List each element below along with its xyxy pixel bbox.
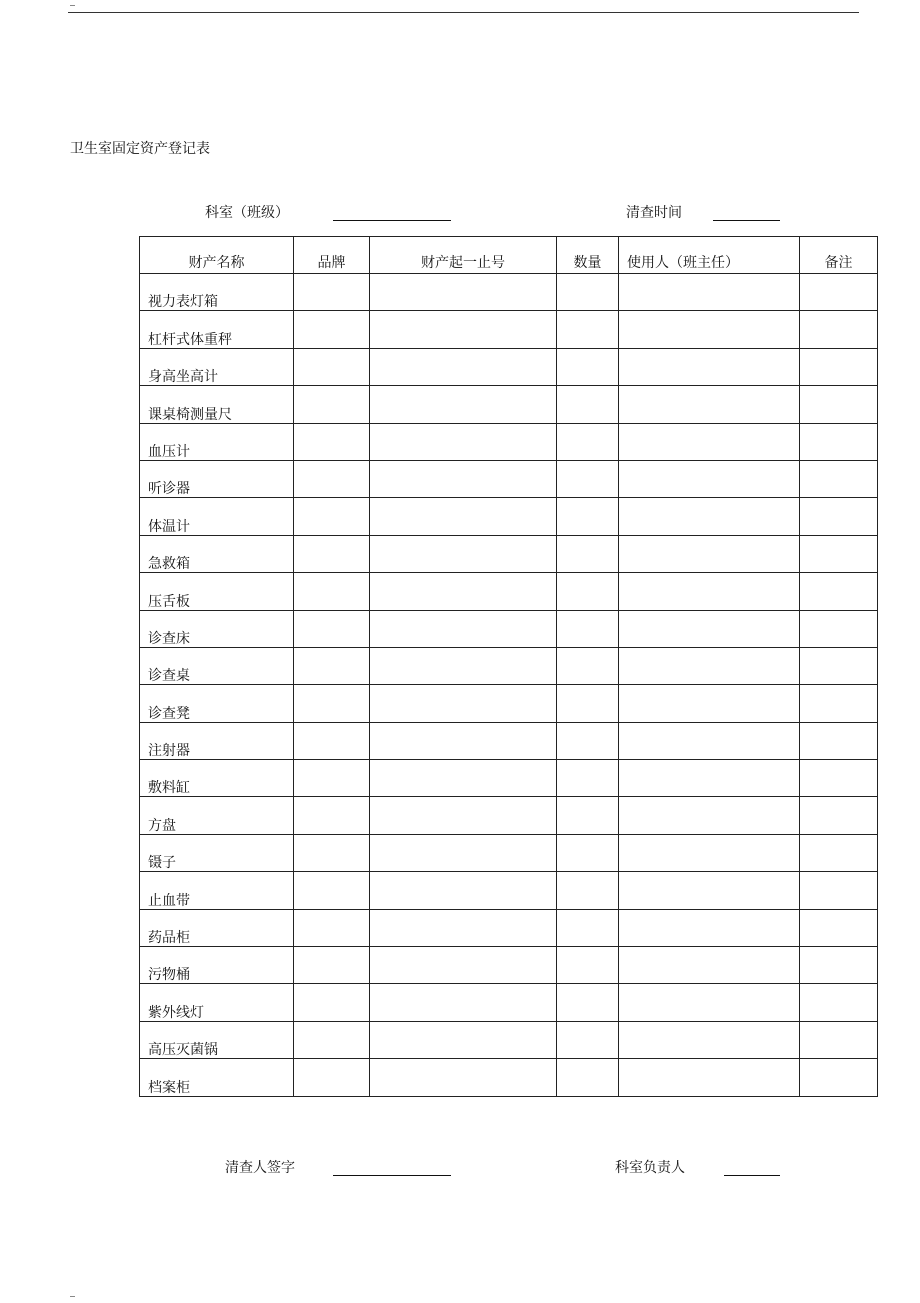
quantity-cell[interactable] <box>557 984 619 1021</box>
remarks-cell[interactable] <box>800 610 878 647</box>
quantity-cell[interactable] <box>557 797 619 834</box>
quantity-cell[interactable] <box>557 872 619 909</box>
user-cell[interactable] <box>619 797 800 834</box>
asset-name-cell: 污物桶 <box>140 947 294 984</box>
brand-cell[interactable] <box>294 423 370 460</box>
inspector-signature-label: 清查人签字 <box>225 1160 295 1176</box>
asset-name-cell: 血压计 <box>140 423 294 460</box>
table-row <box>140 685 878 722</box>
serial-range-cell[interactable] <box>370 1059 557 1096</box>
document-title: 卫生室固定资产登记表 <box>70 141 210 157</box>
table-row <box>140 872 878 909</box>
quantity-cell[interactable] <box>557 610 619 647</box>
table-row <box>140 947 878 984</box>
column-header-asset-name: 财产名称 <box>140 237 294 274</box>
remarks-cell[interactable] <box>800 311 878 348</box>
table-row <box>140 460 878 497</box>
inspector-signature-line[interactable] <box>333 1175 451 1176</box>
serial-range-cell[interactable] <box>370 610 557 647</box>
user-cell[interactable] <box>619 1021 800 1058</box>
remarks-cell[interactable] <box>800 834 878 871</box>
table-row <box>140 535 878 572</box>
remarks-cell[interactable] <box>800 872 878 909</box>
user-cell[interactable] <box>619 834 800 871</box>
table-row <box>140 722 878 759</box>
table-row <box>140 274 878 311</box>
remarks-cell[interactable] <box>800 348 878 385</box>
brand-cell[interactable] <box>294 947 370 984</box>
brand-cell[interactable] <box>294 722 370 759</box>
department-input-line[interactable] <box>333 220 451 221</box>
table-row <box>140 573 878 610</box>
asset-name-cell: 档案柜 <box>140 1059 294 1096</box>
asset-name-cell: 敷料缸 <box>140 760 294 797</box>
asset-name-cell: 身高坐高计 <box>140 348 294 385</box>
column-header-brand: 品牌 <box>294 237 370 274</box>
quantity-cell[interactable] <box>557 573 619 610</box>
asset-name-cell: 方盘 <box>140 797 294 834</box>
brand-cell[interactable] <box>294 386 370 423</box>
user-cell[interactable] <box>619 498 800 535</box>
brand-cell[interactable] <box>294 573 370 610</box>
quantity-cell[interactable] <box>557 386 619 423</box>
asset-name-cell: 诊查床 <box>140 610 294 647</box>
serial-range-cell[interactable] <box>370 573 557 610</box>
user-cell[interactable] <box>619 872 800 909</box>
brand-cell[interactable] <box>294 872 370 909</box>
quantity-cell[interactable] <box>557 909 619 946</box>
serial-range-cell[interactable] <box>370 423 557 460</box>
serial-range-cell[interactable] <box>370 797 557 834</box>
user-cell[interactable] <box>619 386 800 423</box>
brand-cell[interactable] <box>294 1059 370 1096</box>
user-cell[interactable] <box>619 311 800 348</box>
asset-name-cell: 镊子 <box>140 834 294 871</box>
serial-range-cell[interactable] <box>370 834 557 871</box>
asset-name-cell: 诊查桌 <box>140 647 294 684</box>
department-label: 科室（班级） <box>205 205 289 221</box>
remarks-cell[interactable] <box>800 535 878 572</box>
brand-cell[interactable] <box>294 834 370 871</box>
quantity-cell[interactable] <box>557 1059 619 1096</box>
quantity-cell[interactable] <box>557 947 619 984</box>
quantity-cell[interactable] <box>557 722 619 759</box>
serial-range-cell[interactable] <box>370 311 557 348</box>
serial-range-cell[interactable] <box>370 498 557 535</box>
table-row <box>140 984 878 1021</box>
remarks-cell[interactable] <box>800 947 878 984</box>
asset-name-cell: 止血带 <box>140 872 294 909</box>
serial-range-cell[interactable] <box>370 386 557 423</box>
brand-cell[interactable] <box>294 348 370 385</box>
quantity-cell[interactable] <box>557 685 619 722</box>
serial-range-cell[interactable] <box>370 535 557 572</box>
column-header-user: 使用人（班主任） <box>619 237 800 274</box>
corner-crop-mark <box>70 5 75 6</box>
remarks-cell[interactable] <box>800 498 878 535</box>
user-cell[interactable] <box>619 647 800 684</box>
quantity-cell[interactable] <box>557 423 619 460</box>
user-cell[interactable] <box>619 685 800 722</box>
table-row <box>140 311 878 348</box>
user-cell[interactable] <box>619 348 800 385</box>
table-row <box>140 386 878 423</box>
user-cell[interactable] <box>619 610 800 647</box>
inspection-time-label: 清查时间 <box>626 205 682 221</box>
serial-range-cell[interactable] <box>370 460 557 497</box>
table-row <box>140 610 878 647</box>
brand-cell[interactable] <box>294 1021 370 1058</box>
asset-name-cell: 紫外线灯 <box>140 984 294 1021</box>
asset-name-cell: 压舌板 <box>140 573 294 610</box>
remarks-cell[interactable] <box>800 647 878 684</box>
brand-cell[interactable] <box>294 610 370 647</box>
serial-range-cell[interactable] <box>370 274 557 311</box>
asset-register-table <box>139 236 878 1097</box>
user-cell[interactable] <box>619 984 800 1021</box>
quantity-cell[interactable] <box>557 1021 619 1058</box>
remarks-cell[interactable] <box>800 274 878 311</box>
remarks-cell[interactable] <box>800 1021 878 1058</box>
quantity-cell[interactable] <box>557 311 619 348</box>
brand-cell[interactable] <box>294 460 370 497</box>
table-row <box>140 834 878 871</box>
remarks-cell[interactable] <box>800 722 878 759</box>
header-rule <box>68 12 859 13</box>
table-header-row <box>140 237 878 274</box>
brand-cell[interactable] <box>294 498 370 535</box>
user-cell[interactable] <box>619 722 800 759</box>
table-row <box>140 498 878 535</box>
brand-cell[interactable] <box>294 984 370 1021</box>
column-header-remarks: 备注 <box>800 237 878 274</box>
table-row <box>140 647 878 684</box>
inspection-time-input-line[interactable] <box>713 220 780 221</box>
user-cell[interactable] <box>619 535 800 572</box>
brand-cell[interactable] <box>294 274 370 311</box>
quantity-cell[interactable] <box>557 834 619 871</box>
remarks-cell[interactable] <box>800 460 878 497</box>
department-head-signature-line[interactable] <box>724 1175 780 1176</box>
table-row <box>140 348 878 385</box>
serial-range-cell[interactable] <box>370 760 557 797</box>
user-cell[interactable] <box>619 760 800 797</box>
asset-name-cell: 诊查凳 <box>140 685 294 722</box>
quantity-cell[interactable] <box>557 498 619 535</box>
asset-name-cell: 视力表灯箱 <box>140 274 294 311</box>
asset-name-cell: 体温计 <box>140 498 294 535</box>
asset-name-cell: 注射器 <box>140 722 294 759</box>
user-cell[interactable] <box>619 274 800 311</box>
brand-cell[interactable] <box>294 685 370 722</box>
column-header-serial-range: 财产起一止号 <box>370 237 557 274</box>
user-cell[interactable] <box>619 423 800 460</box>
serial-range-cell[interactable] <box>370 984 557 1021</box>
asset-name-cell: 药品柜 <box>140 909 294 946</box>
remarks-cell[interactable] <box>800 573 878 610</box>
table-row <box>140 1021 878 1058</box>
brand-cell[interactable] <box>294 909 370 946</box>
serial-range-cell[interactable] <box>370 722 557 759</box>
brand-cell[interactable] <box>294 760 370 797</box>
table-row <box>140 1059 878 1096</box>
table-row <box>140 423 878 460</box>
quantity-cell[interactable] <box>557 535 619 572</box>
serial-range-cell[interactable] <box>370 947 557 984</box>
serial-range-cell[interactable] <box>370 1021 557 1058</box>
remarks-cell[interactable] <box>800 797 878 834</box>
table-row <box>140 760 878 797</box>
user-cell[interactable] <box>619 909 800 946</box>
serial-range-cell[interactable] <box>370 685 557 722</box>
remarks-cell[interactable] <box>800 423 878 460</box>
brand-cell[interactable] <box>294 535 370 572</box>
user-cell[interactable] <box>619 573 800 610</box>
table-row <box>140 797 878 834</box>
corner-crop-mark <box>70 1296 75 1297</box>
serial-range-cell[interactable] <box>370 872 557 909</box>
column-header-quantity: 数量 <box>557 237 619 274</box>
quantity-cell[interactable] <box>557 760 619 797</box>
brand-cell[interactable] <box>294 797 370 834</box>
brand-cell[interactable] <box>294 311 370 348</box>
asset-name-cell: 课桌椅测量尺 <box>140 386 294 423</box>
remarks-cell[interactable] <box>800 909 878 946</box>
asset-name-cell: 急救箱 <box>140 535 294 572</box>
quantity-cell[interactable] <box>557 460 619 497</box>
remarks-cell[interactable] <box>800 386 878 423</box>
quantity-cell[interactable] <box>557 647 619 684</box>
asset-name-cell: 高压灭菌锅 <box>140 1021 294 1058</box>
quantity-cell[interactable] <box>557 274 619 311</box>
serial-range-cell[interactable] <box>370 647 557 684</box>
remarks-cell[interactable] <box>800 685 878 722</box>
user-cell[interactable] <box>619 947 800 984</box>
user-cell[interactable] <box>619 1059 800 1096</box>
asset-name-cell: 听诊器 <box>140 460 294 497</box>
serial-range-cell[interactable] <box>370 348 557 385</box>
remarks-cell[interactable] <box>800 1059 878 1096</box>
department-head-label: 科室负责人 <box>615 1160 685 1176</box>
remarks-cell[interactable] <box>800 760 878 797</box>
serial-range-cell[interactable] <box>370 909 557 946</box>
table-row <box>140 909 878 946</box>
quantity-cell[interactable] <box>557 348 619 385</box>
user-cell[interactable] <box>619 460 800 497</box>
brand-cell[interactable] <box>294 647 370 684</box>
remarks-cell[interactable] <box>800 984 878 1021</box>
asset-name-cell: 杠杆式体重秤 <box>140 311 294 348</box>
